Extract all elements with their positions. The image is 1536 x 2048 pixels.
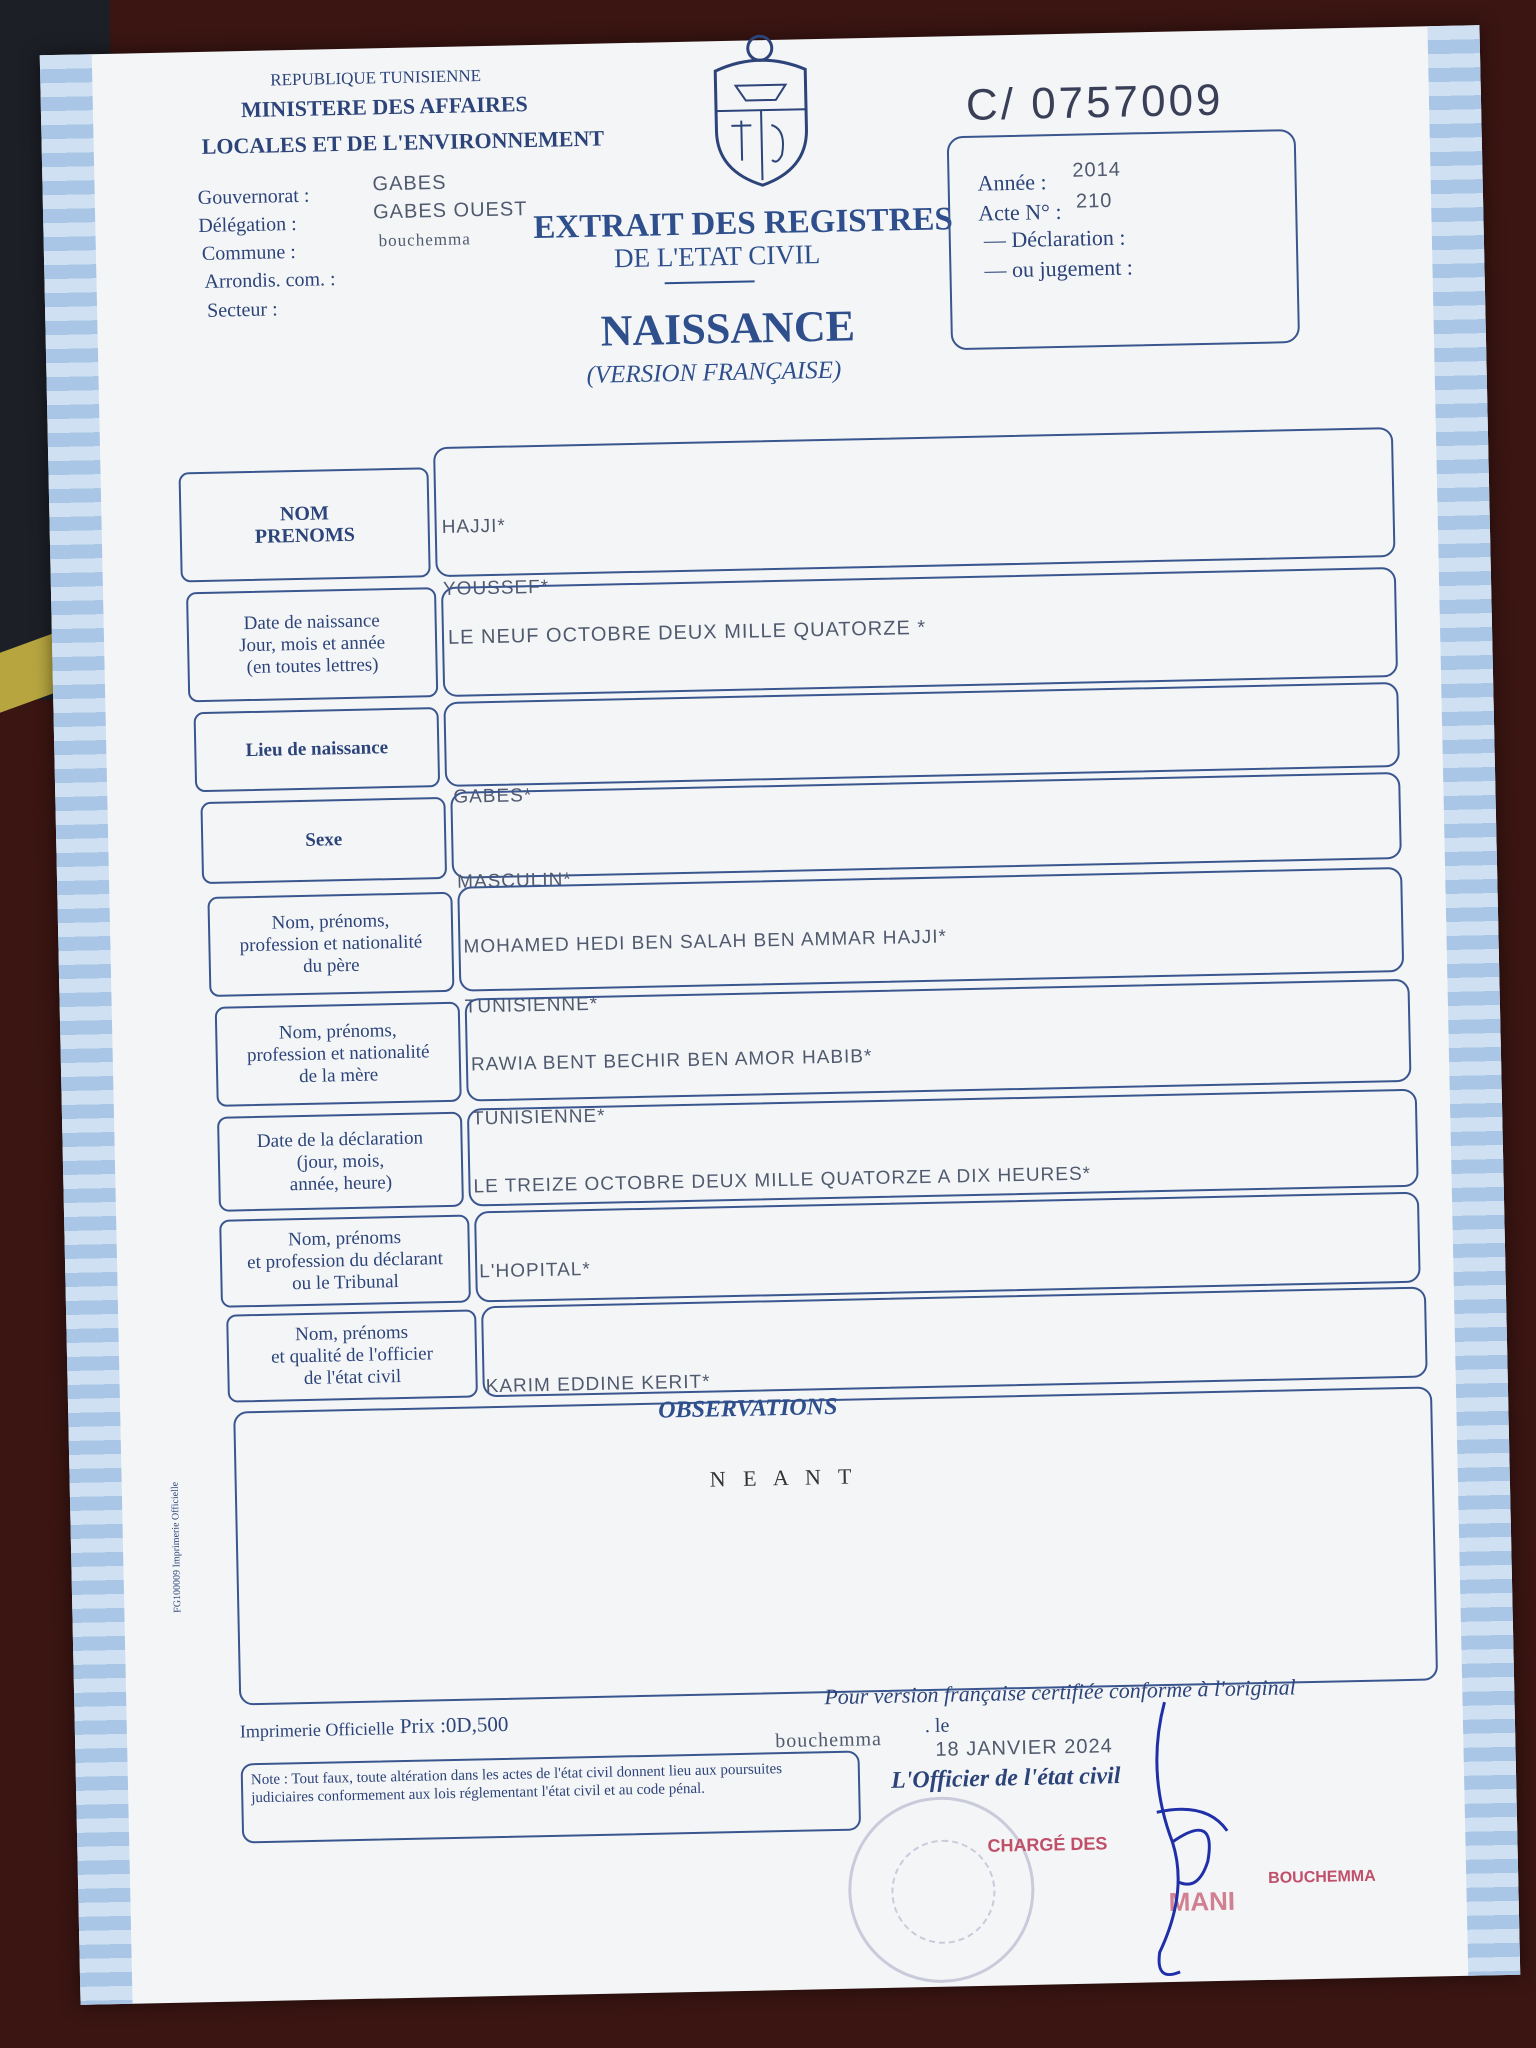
value-date-naissance: LE NEUF OCTOBRE DEUX MILLE QUATORZE * xyxy=(447,616,927,649)
decorative-border-left xyxy=(40,54,133,2005)
value-box-declarant xyxy=(474,1192,1421,1303)
value-nom: HAJJI* xyxy=(441,515,506,538)
stamp-bouchemma-text: BOUCHEMMA xyxy=(1268,1867,1376,1887)
value-declarant: L'HOPITAL* xyxy=(479,1259,591,1283)
value-sexe: MASCULIN* xyxy=(456,869,572,893)
label-sexe: Sexe xyxy=(200,797,447,884)
decorative-border-right xyxy=(1427,25,1520,1976)
ministry-line2: LOCALES ET DE L'ENVIRONNEMENT xyxy=(201,125,605,159)
jugement-label: — ou jugement : xyxy=(984,254,1134,283)
value-lieu: GABES* xyxy=(453,785,533,808)
side-print-code: FG100009 Imprimerie Officielle xyxy=(169,1481,184,1613)
title-line2: DE L'ETAT CIVIL xyxy=(613,238,821,274)
acte-label: Acte N° : xyxy=(977,198,1062,226)
value-box-mere xyxy=(465,979,1412,1102)
place-value: bouchemma xyxy=(774,1728,883,1753)
value-box-nom xyxy=(433,427,1396,577)
arrondis-label: Arrondis. com. : xyxy=(204,268,336,293)
value-officier: KARIM EDDINE KERIT* xyxy=(485,1371,711,1398)
value-box-lieu xyxy=(443,682,1400,787)
value-date-declaration: LE TREIZE OCTOBRE DEUX MILLE QUATORZE A DIX HEURES* xyxy=(473,1163,1092,1198)
ministry-line1: MINISTERE DES AFFAIRES xyxy=(240,91,529,123)
secteur-label: Secteur : xyxy=(206,298,278,322)
tunisia-emblem-icon xyxy=(704,29,817,191)
observations-content: N E A N T xyxy=(709,1463,858,1492)
value-mere-nom: RAWIA BENT BECHIR BEN AMOR HABIB* xyxy=(470,1046,873,1076)
stamp-charge-text: CHARGÉ DES xyxy=(987,1833,1108,1856)
delegation-label: Délégation : xyxy=(198,212,297,238)
value-pere-nationalite: TUNISIENNE* xyxy=(464,993,599,1018)
label-declarant: Nom, prénoms et profession du déclarant ou le Tribunal xyxy=(219,1215,471,1308)
title-line1: EXTRAIT DES REGISTRES xyxy=(533,201,954,246)
value-pere-nom: MOHAMED HEDI BEN SALAH BEN AMMAR HAJJI* xyxy=(463,926,948,958)
value-mere-nationalite: TUNISIENNE* xyxy=(471,1105,606,1130)
declaration-label: — Déclaration : xyxy=(983,224,1126,253)
certifie-text: Pour version française certifiée conforme à l'original xyxy=(824,1674,1296,1710)
label-mere: Nom, prénoms, profession et nationalité de la mère xyxy=(215,1002,462,1107)
serial-number: C/ 0757009 xyxy=(965,75,1224,130)
gouvernorat-label: Gouvernorat : xyxy=(197,184,310,210)
date-value: 18 JANVIER 2024 xyxy=(935,1735,1113,1761)
stamp-name-text: MANI xyxy=(1168,1885,1236,1918)
annee-label: Année : xyxy=(977,169,1047,196)
round-seal-stamp xyxy=(846,1795,1036,1985)
title-naissance: NAISSANCE xyxy=(600,301,856,356)
imprimerie-label: Imprimerie Officielle xyxy=(239,1718,395,1742)
title-version: (VERSION FRANÇAISE) xyxy=(586,356,842,389)
observations-title: OBSERVATIONS xyxy=(657,1393,838,1424)
annee-value: 2014 xyxy=(1072,158,1122,182)
gouvernorat-value: GABES xyxy=(372,171,447,196)
label-officier: Nom, prénoms et qualité de l'officier de l'état civil xyxy=(226,1309,478,1402)
commune-label: Commune : xyxy=(201,240,297,265)
label-date-declaration: Date de la déclaration (jour, mois, année, heure) xyxy=(217,1112,464,1212)
signature-icon xyxy=(1114,1691,1240,1993)
commune-value: bouchemma xyxy=(378,229,471,251)
delegation-value: GABES OUEST xyxy=(372,198,528,224)
officer-label: L'Officier de l'état civil xyxy=(890,1763,1121,1794)
label-nom-prenoms: NOM PRENOMS xyxy=(179,467,431,582)
label-pere: Nom, prénoms, profession et nationalité du père xyxy=(207,892,454,997)
value-prenoms: YOUSSEF* xyxy=(442,576,550,600)
title-divider xyxy=(665,280,755,284)
acte-value: 210 xyxy=(1075,189,1113,213)
le-label: . le xyxy=(924,1714,950,1738)
observations-box xyxy=(233,1386,1438,1705)
note-text: Note : Tout faux, toute altération dans les actes de l'état civil donnent lieu aux poursuites judiciaires conformement aux lois réglementant l'état civil et au code pénal. xyxy=(250,1761,783,1807)
label-lieu-naissance: Lieu de naissance xyxy=(194,707,441,792)
prix-label: Prix :0D,500 xyxy=(399,1711,509,1739)
republic-label: REPUBLIQUE TUNISIENNE xyxy=(270,66,482,90)
label-date-naissance: Date de naissance Jour, mois et année (en toutes lettres) xyxy=(186,587,438,702)
birth-certificate-document xyxy=(40,25,1521,2005)
value-box-sexe xyxy=(450,772,1402,879)
